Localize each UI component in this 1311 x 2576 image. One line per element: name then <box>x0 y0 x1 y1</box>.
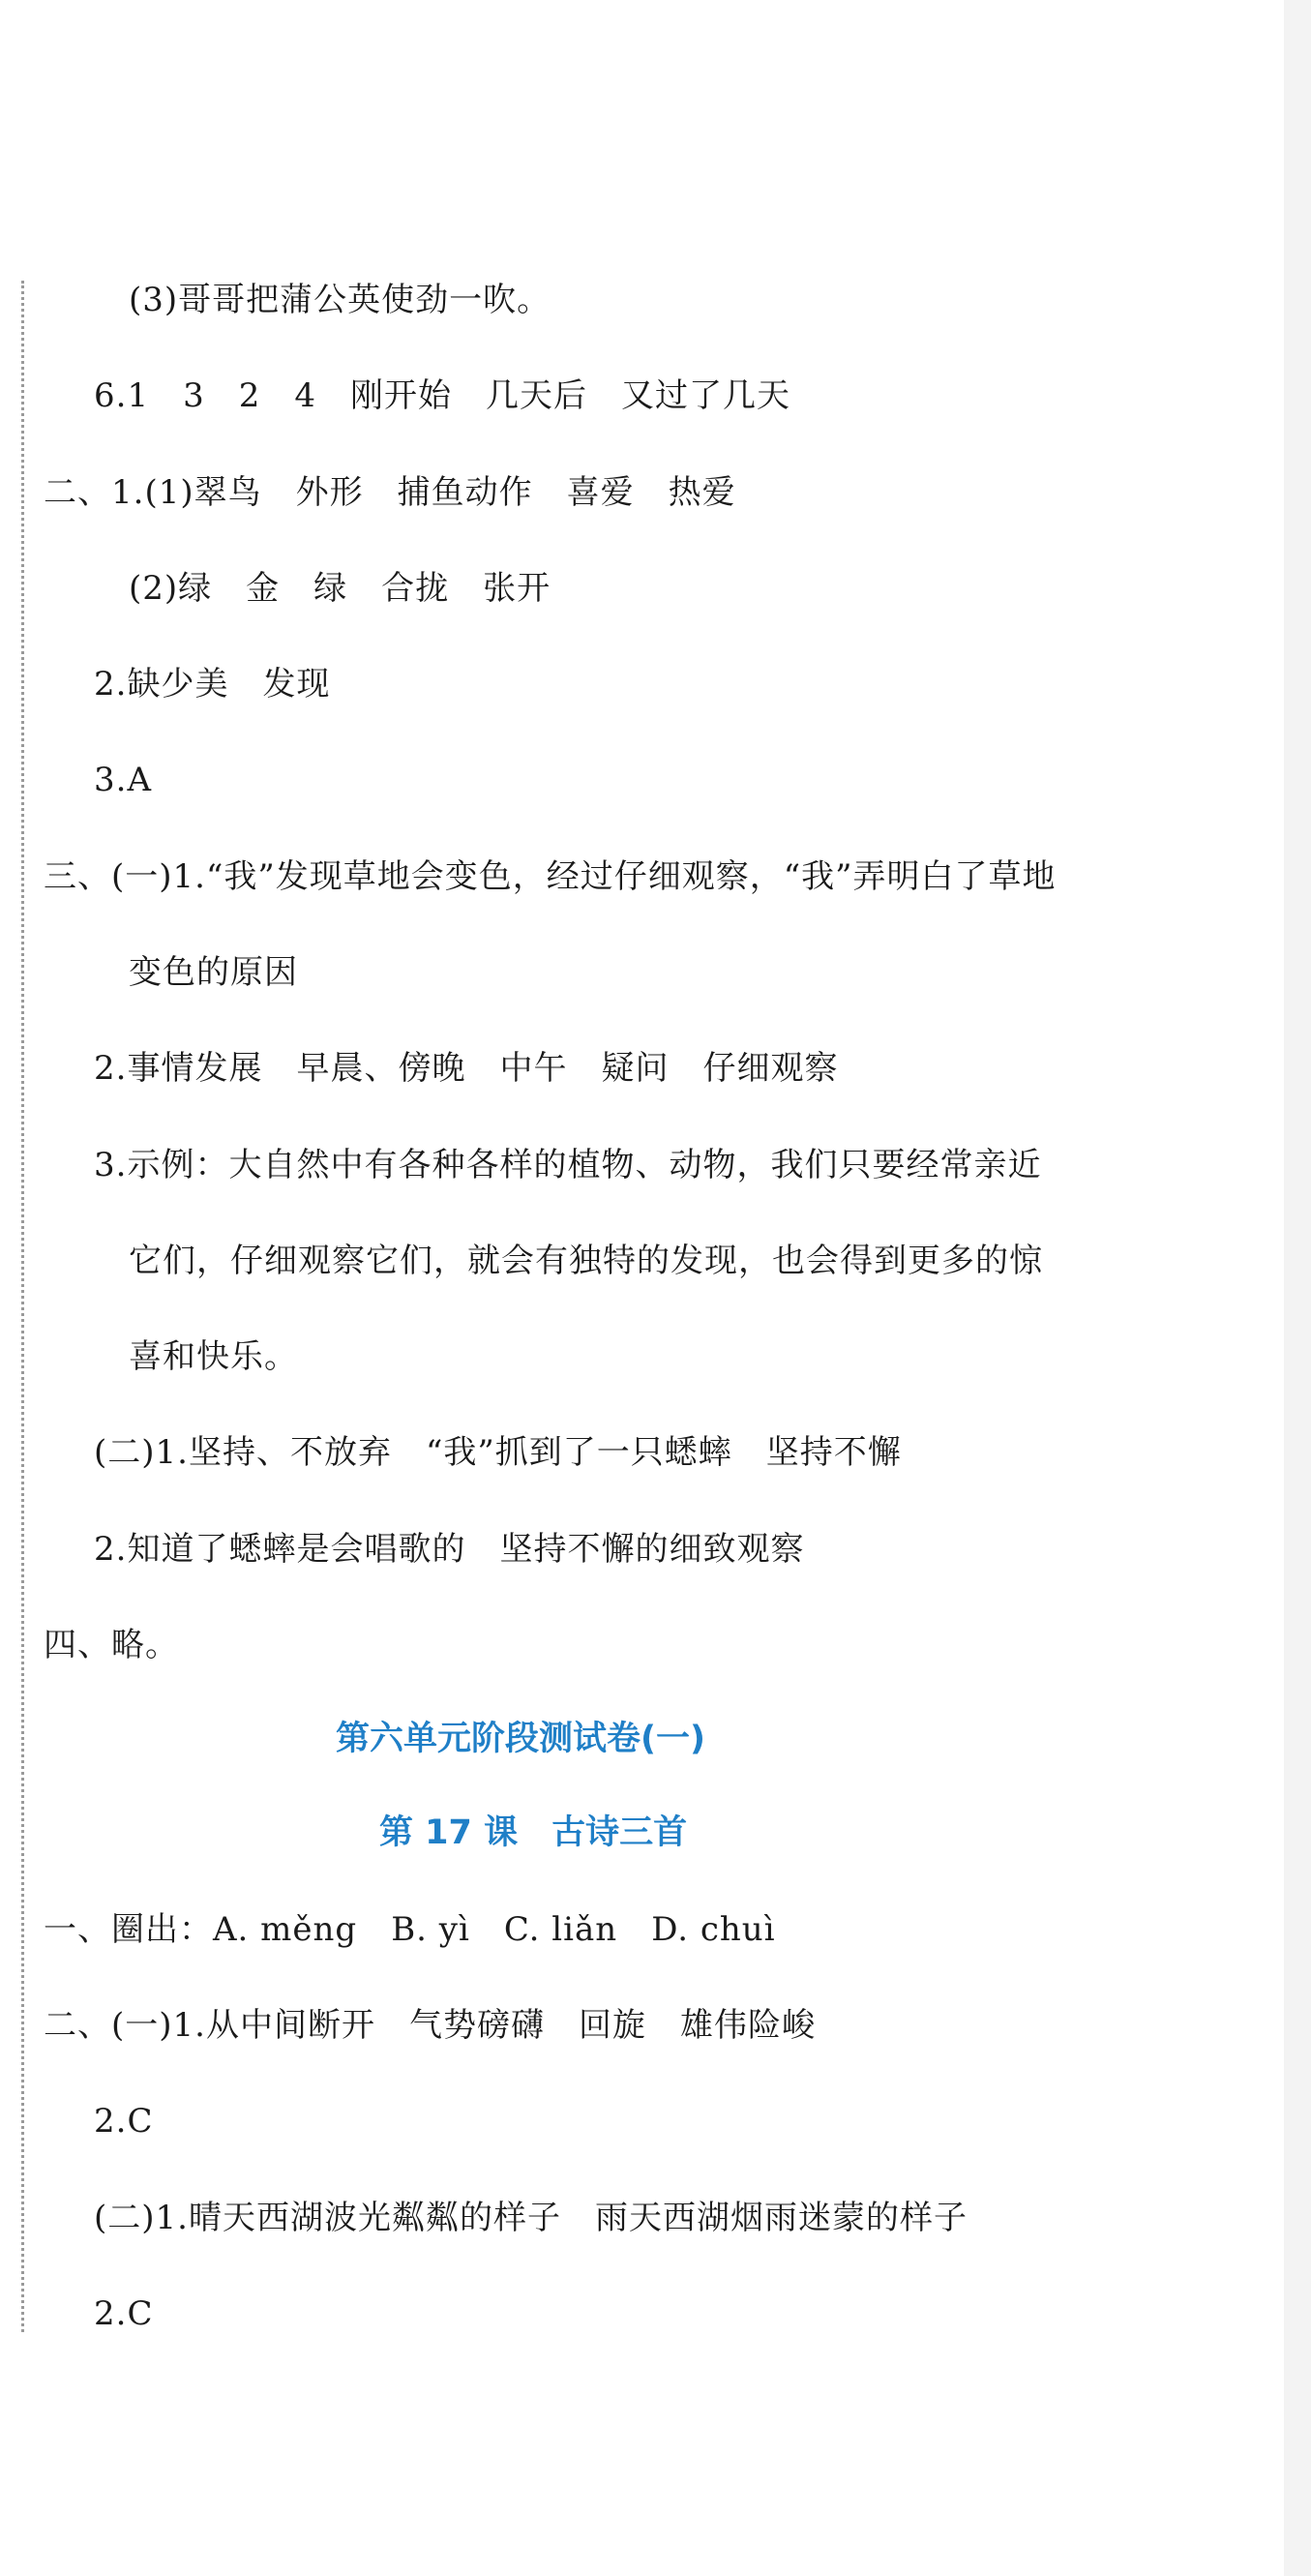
lesson-title: 第 17 课 古诗三首 <box>379 1813 688 1852</box>
answer-line: 2.缺少美 发现 <box>94 665 331 704</box>
answer-line: 它们，仔细观察它们，就会有独特的发现，也会得到更多的惊 <box>129 1242 1043 1280</box>
answer-line: 喜和快乐。 <box>129 1337 298 1376</box>
answer-line: 2.C <box>94 2294 154 2333</box>
binding-margin-dotted-line <box>21 281 24 2332</box>
section-title: 第六单元阶段测试卷(一) <box>336 1720 705 1758</box>
answer-line: 四、略。 <box>44 1626 179 1664</box>
answer-line: 2.C <box>94 2102 154 2141</box>
answer-line: (二)1.晴天西湖波光粼粼的样子 雨天西湖烟雨迷蒙的样子 <box>94 2199 968 2237</box>
answer-line: 二、1.(1)翠鸟 外形 捕鱼动作 喜爱 热爱 <box>44 473 736 512</box>
answer-line: 一、圈出：A. měng B. yì C. liǎn D. chuì <box>44 1910 776 1949</box>
answer-line: 6.1 3 2 4 刚开始 几天后 又过了几天 <box>94 376 790 415</box>
answer-line: (二)1.坚持、不放弃 “我”抓到了一只蟋蟀 坚持不懈 <box>94 1433 902 1472</box>
answer-line: (2)绿 金 绿 合拢 张开 <box>129 569 551 608</box>
answer-line: 三、(一)1.“我”发现草地会变色，经过仔细观察，“我”弄明白了草地 <box>44 857 1057 896</box>
answer-line: 3.示例：大自然中有各种各样的植物、动物，我们只要经常亲近 <box>94 1146 1042 1184</box>
answer-line: 二、(一)1.从中间断开 气势磅礴 回旋 雄伟险峻 <box>44 2006 816 2045</box>
answer-line: (3)哥哥把蒲公英使劲一吹。 <box>129 281 551 319</box>
answer-line: 3.A <box>94 761 152 799</box>
page-edge-shadow <box>1284 0 1311 2576</box>
answer-line: 变色的原因 <box>129 953 298 992</box>
answer-line: 2.事情发展 早晨、傍晚 中午 疑问 仔细观察 <box>94 1049 839 1088</box>
answer-line: 2.知道了蟋蟀是会唱歌的 坚持不懈的细致观察 <box>94 1530 805 1569</box>
